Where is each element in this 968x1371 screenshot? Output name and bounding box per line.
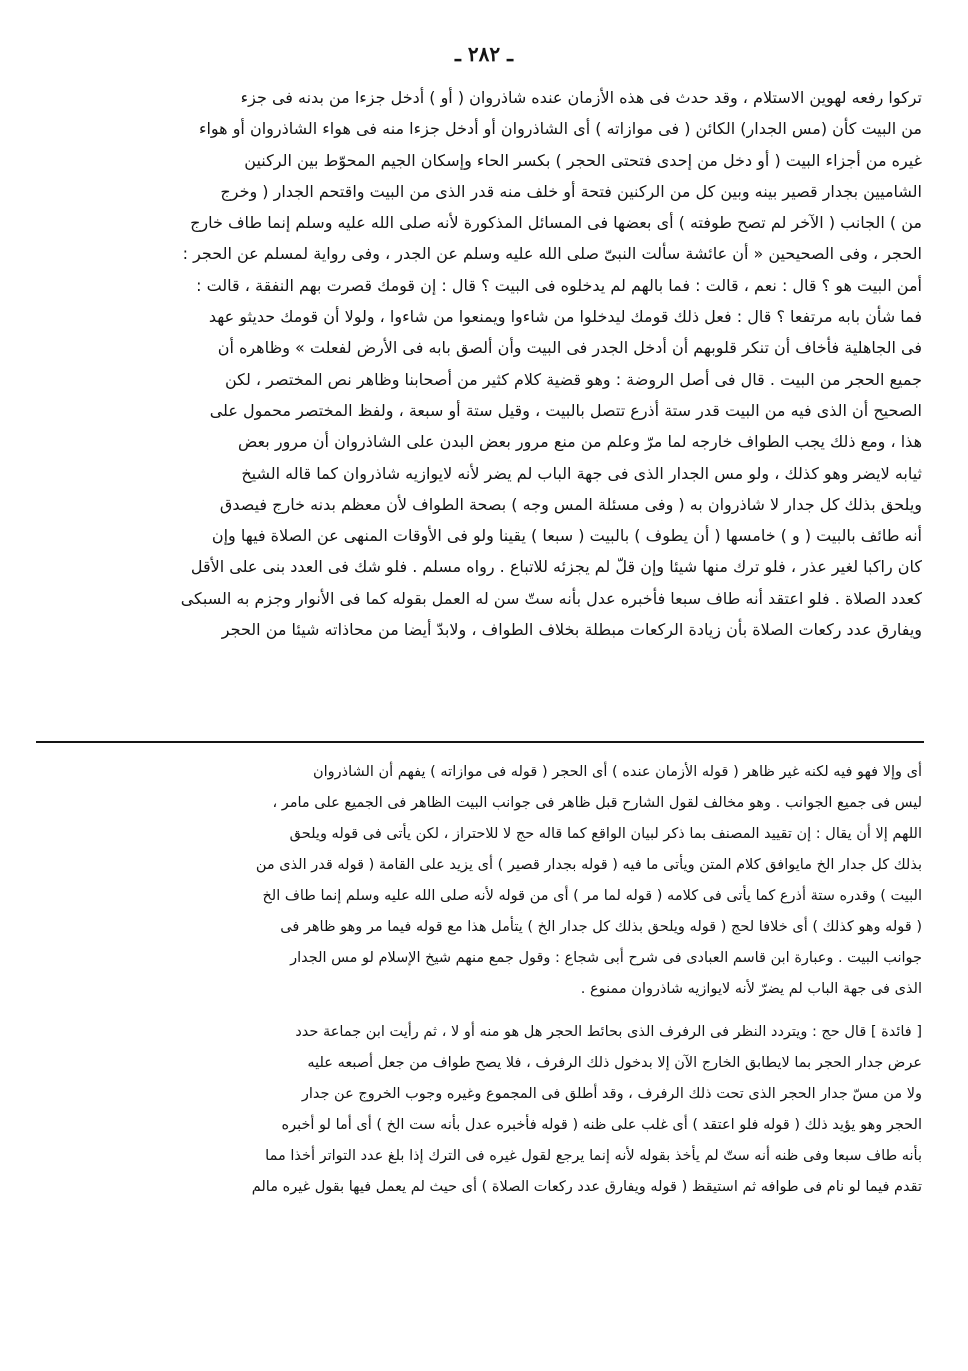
commentary-block bbox=[36, 757, 922, 1203]
main-text-line: كعدد الصلاة . فلو اعتقد أنه طاف سبعا فأخبره عدل بأنه ستّ سن له العمل بقوله كما فى الأنوار وجزم به السبكى bbox=[180, 588, 922, 608]
commentary-line: ولا من مسّ جدار الحجر الذى تحت ذلك الرفرف ، وقد أطلق فى المجموع وغيره وجوب الخروج عن جدار bbox=[301, 1086, 922, 1102]
commentary-line: بذلك كل جدار الخ مايوافق كلام المتن ويأتى ما فيه ( قوله بجدار قصير ) أى يزيد على القامة ( قوله قدر الذى من bbox=[255, 857, 922, 873]
commentary-line: اللهم إلا أن يقال : إن تقييد المصنف بما ذكر لبيان الواقع كما قاله حج لا للاحتراز ، لكن يأتى فى قوله ويلحق bbox=[289, 826, 922, 842]
paragraph-gap bbox=[36, 1005, 922, 1017]
commentary-line: ( قوله وهو كذلك ) أى خلافا لحج ( قوله ويلحق بذلك كل جدار الخ ) يتأمل هذا مع قوله فيما مر وهو ظاهر فى bbox=[280, 919, 922, 935]
main-text-line: ويلحق بذلك كل جدار لا شاذروان به ( وفى مسئلة المس وجه ) بصحة الطواف لأن معظم بدنه خارج فيصدق bbox=[219, 494, 922, 514]
page-number: ـ ٢٨٢ ـ bbox=[455, 42, 513, 66]
commentary-line: عرض جدار الحجر بما لايطابق الخارج الآن إلا بدخول ذلك الرفرف ، فلا يصح طواف من جعل أصبعه عليه bbox=[307, 1055, 922, 1071]
commentary-line: تقدم فيما لو نام فى طوافه ثم استيقظ ( قوله ويفارق عدد ركعات الصلاة ) أى حيث لم يعمل فيها بقول غيره مالم bbox=[251, 1179, 922, 1195]
main-text-line: جميع الحجر من البيت . قال فى أصل الروضة : وهو قضية كلام كثير من أصحابنا وظاهر نص المختصر ، لكن bbox=[224, 369, 922, 389]
commentary-line: جوانب البيت . وعبارة ابن قاسم العبادى فى شرح أبى شجاع : وقول جمع منهم شيخ الإسلام لو مس الجدار bbox=[290, 950, 922, 966]
main-text-block bbox=[36, 82, 922, 645]
main-text-line: تركوا رفعه لهوين الاستلام ، وقد حدث فى هذه الأزمان عنده شاذروان ( أو ) أدخل جزءا من بدنه فى جزء bbox=[240, 88, 922, 107]
main-text-line: الشاميين بجدار قصير بينه وبين كل من الركنين فتحة أو خلف منه قدر الذى من البيت واقتحم الجدار ( وخرج bbox=[220, 181, 922, 201]
main-text-line: ويفارق عدد ركعات الصلاة بأن زيادة الركعات مبطلة بخلاف الطواف ، ولابدّ أيضا من محاذاته شيئا من الحجر bbox=[221, 620, 922, 640]
main-text-line: كان راكبا لغير عذر ، فلو ترك منها شيئا وإن قلّ لم يجزئه للاتباع . رواه مسلم . فلو شك فى العدد بنى على الأقل bbox=[190, 557, 922, 577]
main-text-line: الحجر ، وفى الصحيحين « أن عائشة سألت النبىّ صلى الله عليه وسلم عن الجدر ، وفى رواية لمسلم عن الحجر : bbox=[182, 244, 922, 264]
main-text-line: فى الجاهلية فأخاف أن تنكر قلوبهم أن أدخل الجدر فى البيت وأن ألصق بابه فى الأرض لفعلت » وظاهره أن bbox=[217, 338, 922, 358]
main-text-line: من ) الجانب ( الآخر لم تصح طوفته ) أى بعضها فى المسائل المذكورة لأنه صلى الله عليه وسلم إنما طاف خارج bbox=[190, 213, 922, 233]
main-text-line: فما شأن بابه مرتفعا ؟ قال : فعل ذلك قومك ليدخلوا من شاءوا ويمنعوا من شاءوا ، ولولا أن قومك حديثو عهد bbox=[208, 307, 922, 327]
main-text-line: هذا ، ومع ذلك يجب الطواف خارجه لما مرّ وعلم من منع مرور بعض البدن على الشاذروان أن مرور بعض bbox=[237, 432, 922, 452]
main-text-line: غيره من أجزاء البيت ( أو دخل من إحدى فتحتى الحجر ) بكسر الحاء وإسكان الجيم المحوّط بين الركنين bbox=[244, 150, 922, 170]
main-text-line: الصحيح أن الذى فيه من البيت قدر ستة أذرع تتصل بالبيت ، وقيل ستة أو سبعة ، ولفظ المختصر محمول على bbox=[209, 400, 922, 420]
main-text-line: أنه طائف بالبيت ( و ) خامسها ( أن يطوف ) بالبيت ( سبعا ) يقينا ولو فى الأوقات المنهى عن الصلاة فيها وإن bbox=[211, 526, 922, 546]
commentary-line: الحجر وهو يؤيد ذلك ( قوله فلو اعتقد ) أى غلب على ظنه ( قوله فأخبره عدل بأنه ست الخ ) أى أما لو أخبره bbox=[281, 1117, 922, 1133]
main-text-line: من البيت كأن (مس الجدار) الكائن ( فى موازاته ) أى الشاذروان أو أدخل جزءا منه فى هواء الشاذروان أو هواء bbox=[198, 119, 922, 139]
commentary-line: بأنه طاف سبعا وفى ظنه أنه ستّ لم يأخذ بقوله لأنه إنما يرجع لقول غيره فى الترك إذا بلغ عدد التواتر أخذا مما bbox=[265, 1148, 922, 1164]
commentary-line: [ فائدة ] قال حج : ويتردد النظر فى الرفرف الذى بحائط الحجر هل هو منه أو لا ، ثم رأيت ابن جماعة حدد bbox=[295, 1024, 922, 1040]
main-text-line: ثيابه لايضر وهو كذلك ، ولو مس الجدار الذى فى جهة الباب لم يضر لأنه لايوازيه شاذروان كما قاله الشيخ bbox=[241, 463, 922, 483]
commentary-line: البيت ) وقدره ستة أذرع كما يأتى فى كلامه ( قوله لما مر ) أى من قوله لأنه صلى الله عليه وسلم إنما طاف الخ bbox=[262, 888, 922, 904]
commentary-line: أى وإلا فهو فيه لكنه غير ظاهر ( قوله الأزمان عنده ) أى الحجر ( قوله فى موازاته ) يفهم أن الشاذروان bbox=[312, 764, 922, 780]
commentary-line: الذى فى جهة الباب لم يضرّ لأنه لايوازيه شاذروان ممنوع . bbox=[580, 981, 922, 997]
commentary-line: ليس فى جميع الجوانب . وهو مخالف لقول الشارح قبل ظاهر فى جوانب البيت الظاهر فى الجميع على مامر ، bbox=[272, 795, 922, 811]
main-text-line: أمن البيت هو ؟ قال : نعم ، قالت : فما بالهم لم يدخلوه فى البيت ؟ قال : إن قومك قصرت بهم النفقة ، قالت : bbox=[196, 275, 922, 295]
footnote-divider bbox=[36, 741, 924, 743]
